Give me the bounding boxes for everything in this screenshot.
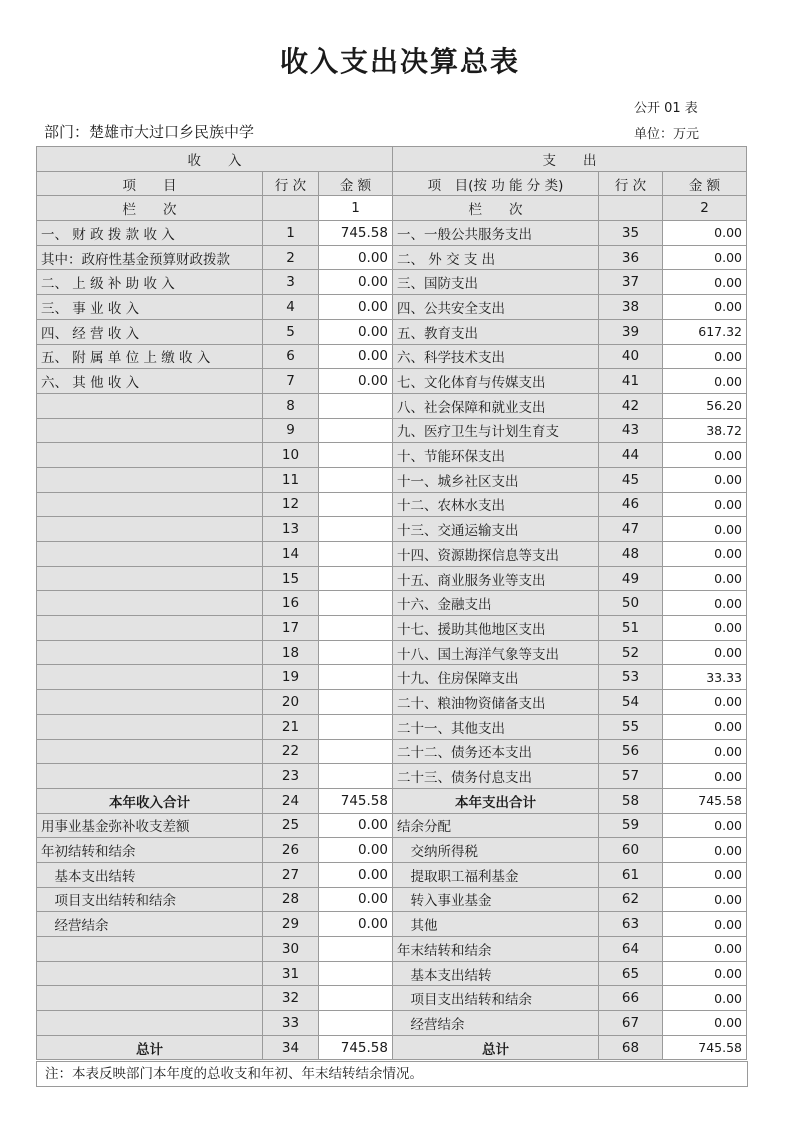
expense-row-number: 43 (599, 418, 663, 443)
table-row (37, 492, 747, 517)
expense-item: 经营结余 (393, 1011, 599, 1036)
income-row-number: 25 (263, 813, 319, 838)
income-item (37, 517, 263, 542)
expense-row-number: 65 (599, 961, 663, 986)
expense-amount: 0.00 (663, 245, 747, 270)
expense-amount: 0.00 (663, 937, 747, 962)
expense-item: 十五、商业服务业等支出 (393, 566, 599, 591)
income-item (37, 566, 263, 591)
expense-item: 交纳所得税 (393, 838, 599, 863)
income-item: 总计 (37, 1035, 263, 1060)
income-row-number: 5 (263, 319, 319, 344)
income-item: 项目支出结转和结余 (37, 887, 263, 912)
expense-item: 五、教育支出 (393, 319, 599, 344)
income-item: 本年收入合计 (37, 788, 263, 813)
income-row-number: 22 (263, 739, 319, 764)
expense-amount: 0.00 (663, 838, 747, 863)
expense-amount: 0.00 (663, 764, 747, 789)
income-amount (319, 566, 393, 591)
expense-item: 十二、农林水支出 (393, 492, 599, 517)
expense-row-number: 41 (599, 369, 663, 394)
expense-item: 二十二、债务还本支出 (393, 739, 599, 764)
income-item (37, 986, 263, 1011)
expense-item: 提取职工福利基金 (393, 862, 599, 887)
table-row (37, 714, 747, 739)
expense-item: 一、一般公共服务支出 (393, 221, 599, 246)
income-row-number: 21 (263, 714, 319, 739)
expense-item: 二、 外 交 支 出 (393, 245, 599, 270)
expense-rowno-header: 行 次 (599, 171, 663, 196)
income-item (37, 467, 263, 492)
expense-item: 六、科学技术支出 (393, 344, 599, 369)
expense-row-number: 50 (599, 591, 663, 616)
income-item: 经营结余 (37, 912, 263, 937)
income-item (37, 616, 263, 641)
expense-item: 转入事业基金 (393, 887, 599, 912)
table-row (37, 986, 747, 1011)
income-row-number: 15 (263, 566, 319, 591)
income-item: 五、 附 属 单 位 上 缴 收 入 (37, 344, 263, 369)
income-item: 三、 事 业 收 入 (37, 295, 263, 320)
expense-row-number: 54 (599, 690, 663, 715)
expense-amount: 0.00 (663, 739, 747, 764)
expense-amount: 0.00 (663, 369, 747, 394)
income-amount (319, 690, 393, 715)
expense-row-number: 45 (599, 467, 663, 492)
income-item-header: 项 目 (37, 171, 263, 196)
income-row-number: 23 (263, 764, 319, 789)
table-row (37, 640, 747, 665)
expense-row-number: 57 (599, 764, 663, 789)
income-item (37, 418, 263, 443)
income-item (37, 492, 263, 517)
expense-amount: 0.00 (663, 591, 747, 616)
page-title: 收入支出决算总表 (279, 45, 520, 78)
table-body (37, 147, 747, 1060)
income-item (37, 665, 263, 690)
table-row (37, 566, 747, 591)
income-header: 收 入 (37, 147, 393, 172)
expense-row-number: 60 (599, 838, 663, 863)
income-item: 基本支出结转 (37, 862, 263, 887)
expense-column-label: 栏 次 (393, 196, 599, 221)
table-row (37, 1011, 747, 1036)
expense-amount: 0.00 (663, 492, 747, 517)
expense-amount: 38.72 (663, 418, 747, 443)
income-amount (319, 393, 393, 418)
income-amount (319, 739, 393, 764)
form-code: 公开 01 表 (634, 101, 698, 116)
table-row (37, 616, 747, 641)
income-row-number: 28 (263, 887, 319, 912)
income-amount: 0.00 (319, 369, 393, 394)
table-row (37, 542, 747, 567)
expense-row-number: 52 (599, 640, 663, 665)
income-item: 一、 财 政 拨 款 收 入 (37, 221, 263, 246)
budget-table (36, 146, 747, 1060)
income-amount: 0.00 (319, 862, 393, 887)
expense-amount: 0.00 (663, 714, 747, 739)
income-row-number: 8 (263, 393, 319, 418)
table-row (37, 739, 747, 764)
table-row (37, 221, 747, 246)
table-row (37, 418, 747, 443)
income-row-number: 30 (263, 937, 319, 962)
expense-amount-header: 金 额 (663, 171, 747, 196)
income-amount: 0.00 (319, 319, 393, 344)
expense-item: 其他 (393, 912, 599, 937)
expense-item: 结余分配 (393, 813, 599, 838)
table-row (37, 937, 747, 962)
income-column-rowno (263, 196, 319, 221)
income-amount: 0.00 (319, 344, 393, 369)
expense-row-number: 37 (599, 270, 663, 295)
income-item (37, 937, 263, 962)
expense-item: 三、国防支出 (393, 270, 599, 295)
expense-row-number: 42 (599, 393, 663, 418)
expense-row-number: 49 (599, 566, 663, 591)
table-row (37, 319, 747, 344)
income-amount (319, 764, 393, 789)
income-amount: 745.58 (319, 1035, 393, 1060)
income-item (37, 690, 263, 715)
income-row-number: 12 (263, 492, 319, 517)
expense-header: 支 出 (393, 147, 747, 172)
income-item (37, 961, 263, 986)
expense-amount: 0.00 (663, 813, 747, 838)
expense-row-number: 51 (599, 616, 663, 641)
expense-row-number: 44 (599, 443, 663, 468)
expense-row-number: 38 (599, 295, 663, 320)
income-row-number: 29 (263, 912, 319, 937)
income-amount (319, 492, 393, 517)
income-item: 六、 其 他 收 入 (37, 369, 263, 394)
table-row (37, 862, 747, 887)
income-amount (319, 961, 393, 986)
expense-amount: 745.58 (663, 788, 747, 813)
expense-item: 二十、粮油物资储备支出 (393, 690, 599, 715)
income-row-number: 14 (263, 542, 319, 567)
expense-row-number: 56 (599, 739, 663, 764)
expense-row-number: 40 (599, 344, 663, 369)
table-row (37, 295, 747, 320)
income-row-number: 19 (263, 665, 319, 690)
income-row-number: 16 (263, 591, 319, 616)
income-amount (319, 591, 393, 616)
income-row-number: 26 (263, 838, 319, 863)
expense-item: 十九、住房保障支出 (393, 665, 599, 690)
income-item: 四、 经 营 收 入 (37, 319, 263, 344)
header-row-1 (37, 147, 747, 172)
expense-row-number: 36 (599, 245, 663, 270)
expense-item: 十三、交通运输支出 (393, 517, 599, 542)
income-column-number: 1 (319, 196, 393, 221)
table-row (37, 887, 747, 912)
income-amount: 0.00 (319, 295, 393, 320)
income-amount (319, 517, 393, 542)
income-row-number: 13 (263, 517, 319, 542)
expense-row-number: 66 (599, 986, 663, 1011)
income-item (37, 542, 263, 567)
income-column-label: 栏 次 (37, 196, 263, 221)
expense-row-number: 47 (599, 517, 663, 542)
table-row (37, 270, 747, 295)
income-amount (319, 937, 393, 962)
expense-amount: 0.00 (663, 986, 747, 1011)
income-row-number: 32 (263, 986, 319, 1011)
income-amount: 0.00 (319, 813, 393, 838)
income-amount (319, 443, 393, 468)
income-row-number: 6 (263, 344, 319, 369)
income-amount (319, 542, 393, 567)
expense-item: 二十三、债务付息支出 (393, 764, 599, 789)
expense-row-number: 46 (599, 492, 663, 517)
expense-item: 十六、金融支出 (393, 591, 599, 616)
income-amount (319, 418, 393, 443)
income-item (37, 714, 263, 739)
table-row (37, 788, 747, 813)
income-amount: 745.58 (319, 788, 393, 813)
expense-item: 十一、城乡社区支出 (393, 467, 599, 492)
table-row (37, 369, 747, 394)
expense-item: 八、社会保障和就业支出 (393, 393, 599, 418)
table-row (37, 467, 747, 492)
expense-amount: 0.00 (663, 221, 747, 246)
expense-item: 九、医疗卫生与计划生育支 (393, 418, 599, 443)
expense-amount: 745.58 (663, 1035, 747, 1060)
income-amount: 0.00 (319, 912, 393, 937)
expense-row-number: 61 (599, 862, 663, 887)
expense-amount: 0.00 (663, 640, 747, 665)
column-index-row (37, 196, 747, 221)
income-amount-header: 金 额 (319, 171, 393, 196)
income-amount: 0.00 (319, 245, 393, 270)
table-row (37, 764, 747, 789)
income-row-number: 2 (263, 245, 319, 270)
income-item: 用事业基金弥补收支差额 (37, 813, 263, 838)
income-item (37, 1011, 263, 1036)
table-row (37, 591, 747, 616)
expense-amount: 0.00 (663, 616, 747, 641)
expense-amount: 33.33 (663, 665, 747, 690)
header-row-2 (37, 171, 747, 196)
expense-amount: 0.00 (663, 443, 747, 468)
expense-row-number: 64 (599, 937, 663, 962)
expense-amount: 56.20 (663, 393, 747, 418)
expense-amount: 0.00 (663, 344, 747, 369)
department-label: 部门：楚雄市大过口乡民族中学 (44, 123, 255, 141)
table-row (37, 393, 747, 418)
table-row (37, 912, 747, 937)
table-row (37, 245, 747, 270)
table-row (37, 665, 747, 690)
expense-item: 基本支出结转 (393, 961, 599, 986)
expense-row-number: 55 (599, 714, 663, 739)
expense-amount: 0.00 (663, 887, 747, 912)
income-item (37, 443, 263, 468)
expense-item: 总计 (393, 1035, 599, 1060)
income-amount: 0.00 (319, 887, 393, 912)
expense-item: 二十一、其他支出 (393, 714, 599, 739)
income-row-number: 18 (263, 640, 319, 665)
expense-item: 十八、国土海洋气象等支出 (393, 640, 599, 665)
income-row-number: 34 (263, 1035, 319, 1060)
income-item: 二、 上 级 补 助 收 入 (37, 270, 263, 295)
income-row-number: 27 (263, 862, 319, 887)
income-row-number: 1 (263, 221, 319, 246)
expense-row-number: 62 (599, 887, 663, 912)
expense-row-number: 68 (599, 1035, 663, 1060)
income-item (37, 591, 263, 616)
table-row (37, 961, 747, 986)
income-row-number: 20 (263, 690, 319, 715)
expense-row-number: 67 (599, 1011, 663, 1036)
expense-amount: 0.00 (663, 270, 747, 295)
expense-amount: 0.00 (663, 295, 747, 320)
expense-item: 七、文化体育与传媒支出 (393, 369, 599, 394)
expense-column-rowno (599, 196, 663, 221)
income-row-number: 4 (263, 295, 319, 320)
income-row-number: 7 (263, 369, 319, 394)
expense-item-header: 项 目(按 功 能 分 类) (393, 171, 599, 196)
income-row-number: 31 (263, 961, 319, 986)
income-row-number: 24 (263, 788, 319, 813)
expense-item: 项目支出结转和结余 (393, 986, 599, 1011)
expense-amount: 0.00 (663, 542, 747, 567)
income-row-number: 17 (263, 616, 319, 641)
expense-row-number: 58 (599, 788, 663, 813)
expense-amount: 0.00 (663, 862, 747, 887)
expense-row-number: 63 (599, 912, 663, 937)
expense-amount: 0.00 (663, 1011, 747, 1036)
table-row (37, 443, 747, 468)
income-amount (319, 640, 393, 665)
expense-amount: 0.00 (663, 517, 747, 542)
expense-item: 十七、援助其他地区支出 (393, 616, 599, 641)
table-row (37, 517, 747, 542)
expense-row-number: 59 (599, 813, 663, 838)
income-row-number: 10 (263, 443, 319, 468)
income-item (37, 393, 263, 418)
expense-row-number: 53 (599, 665, 663, 690)
income-row-number: 9 (263, 418, 319, 443)
expense-item: 十四、资源勘探信息等支出 (393, 542, 599, 567)
expense-amount: 0.00 (663, 467, 747, 492)
table-row (37, 1035, 747, 1060)
income-amount (319, 986, 393, 1011)
income-amount: 745.58 (319, 221, 393, 246)
income-amount (319, 714, 393, 739)
expense-amount: 0.00 (663, 566, 747, 591)
income-amount (319, 616, 393, 641)
income-rowno-header: 行 次 (263, 171, 319, 196)
income-row-number: 11 (263, 467, 319, 492)
unit-label: 单位：万元 (634, 127, 700, 142)
income-amount: 0.00 (319, 838, 393, 863)
income-amount (319, 665, 393, 690)
expense-column-number: 2 (663, 196, 747, 221)
table-row (37, 813, 747, 838)
income-item (37, 640, 263, 665)
income-item (37, 739, 263, 764)
income-item: 年初结转和结余 (37, 838, 263, 863)
expense-amount: 0.00 (663, 912, 747, 937)
expense-amount: 0.00 (663, 961, 747, 986)
income-amount (319, 1011, 393, 1036)
footnote: 注：本表反映部门本年度的总收支和年初、年末结转结余情况。 (36, 1061, 748, 1087)
income-amount (319, 467, 393, 492)
expense-item: 四、公共安全支出 (393, 295, 599, 320)
table-row (37, 344, 747, 369)
income-row-number: 3 (263, 270, 319, 295)
income-amount: 0.00 (319, 270, 393, 295)
expense-item: 年末结转和结余 (393, 937, 599, 962)
expense-row-number: 35 (599, 221, 663, 246)
income-item (37, 764, 263, 789)
income-item: 其中：政府性基金预算财政拨款 (37, 245, 263, 270)
expense-row-number: 39 (599, 319, 663, 344)
income-row-number: 33 (263, 1011, 319, 1036)
expense-amount: 0.00 (663, 690, 747, 715)
table-row (37, 690, 747, 715)
expense-item: 本年支出合计 (393, 788, 599, 813)
expense-amount: 617.32 (663, 319, 747, 344)
table-row (37, 838, 747, 863)
expense-item: 十、节能环保支出 (393, 443, 599, 468)
expense-row-number: 48 (599, 542, 663, 567)
